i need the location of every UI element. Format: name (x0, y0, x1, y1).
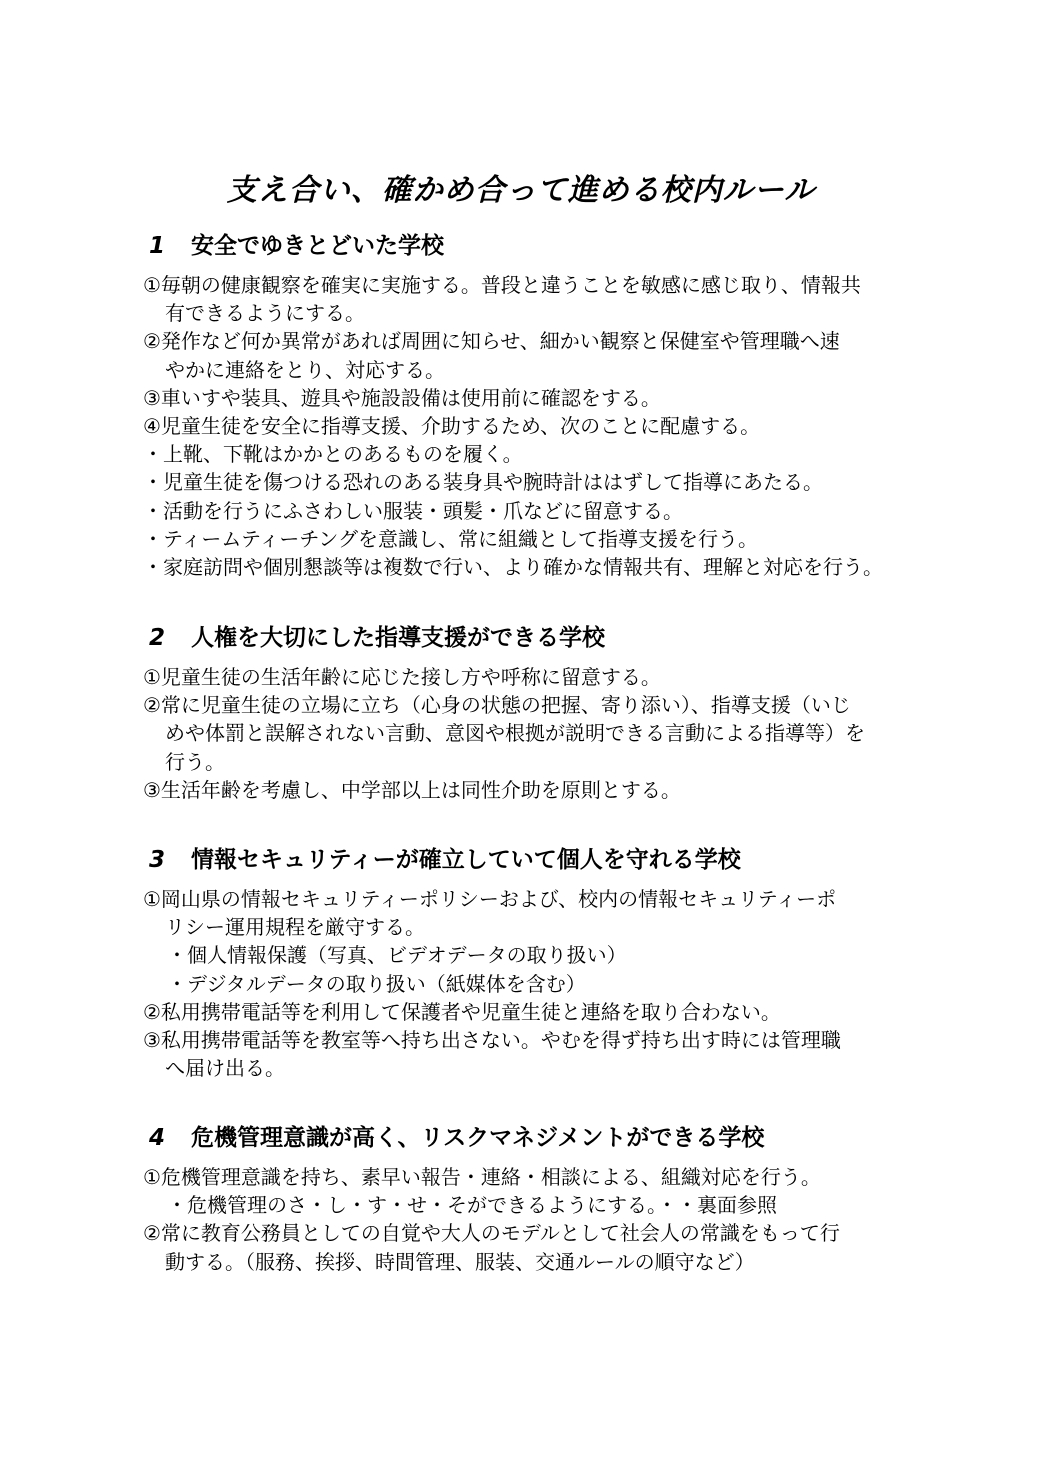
rule-item: ①岡山県の情報セキュリティーポリシーおよび、校内の情報セキュリティーポ (143, 887, 837, 911)
rule-item: ①毎朝の健康観察を確実に実施する。普段と違うことを敏感に感じ取り、情報共 (143, 273, 861, 297)
rule-item-continuation: 行う。 (165, 749, 225, 774)
document-title: 支え合い、確かめ合って進める校内ルール (226, 173, 816, 208)
bullet-item: ・活動を行うにふさわしい服装・頭髪・爪などに留意する。 (143, 498, 683, 523)
section-title: 危機管理意識が高く、リスクマネジメントができる学校 (191, 1125, 765, 1151)
rule-item: ②私用携帯電話等を利用して保護者や児童生徒と連絡を取り合わない。 (143, 999, 781, 1024)
bullet-item: ・上靴、下靴はかかとのあるものを履く。 (143, 442, 523, 467)
rule-item: ①児童生徒の生活年齢に応じた接し方や呼称に留意する。 (143, 665, 661, 689)
rule-item-continuation: リシー運用規程を厳守する。 (165, 915, 425, 940)
section-title: 安全でゆきとどいた学校 (191, 233, 444, 259)
section-number: 2 (149, 625, 166, 651)
section-heading (143, 1121, 913, 1155)
section-heading (143, 843, 913, 877)
section-2 (143, 621, 913, 804)
rule-item: ②発作など何か異常があれば周囲に知らせ、細かい観察と保健室や管理職へ速 (143, 329, 840, 354)
section-1 (143, 229, 913, 581)
rule-item: ②常に児童生徒の立場に立ち（心身の状態の把握、寄り添い）、指導支援（いじ (143, 693, 851, 718)
section-heading (143, 229, 913, 263)
rule-item-continuation: めや体罰と誤解されない言動、意図や根拠が説明できる言動による指導等）を (165, 721, 865, 746)
bullet-item: ・デジタルデータの取り扱い（紙媒体を含む） (167, 971, 586, 996)
bullet-item: ・ティームティーチングを意識し、常に組織として指導支援を行う。 (143, 526, 758, 551)
section-heading (143, 621, 913, 655)
rule-item: ④児童生徒を安全に指導支援、介助するため、次のことに配慮する。 (143, 414, 761, 439)
section-number: 4 (149, 1125, 166, 1151)
bullet-item: ・児童生徒を傷つける恐れのある装身具や腕時計ははずして指導にあたる。 (143, 470, 823, 495)
rule-item: ②常に教育公務員としての自覚や大人のモデルとして社会人の常識をもって行 (143, 1221, 840, 1246)
section-title: 人権を大切にした指導支援ができる学校 (191, 625, 605, 651)
section-number: 3 (149, 847, 166, 873)
section-title: 情報セキュリティーが確立していて個人を守れる学校 (191, 847, 741, 873)
bullet-item: ・家庭訪問や個別懇談等は複数で行い、より確かな情報共有、理解と対応を行う。 (143, 555, 883, 580)
rule-item: ③私用携帯電話等を教室等へ持ち出さない。やむを得ず持ち出す時には管理職 (143, 1028, 841, 1053)
section-3 (143, 843, 913, 1082)
rule-item-continuation: 動する。（服務、挨拶、時間管理、服装、交通ルールの順守など） (165, 1249, 755, 1274)
rule-item: ①危機管理意識を持ち、素早い報告・連絡・相談による、組織対応を行う。 (143, 1165, 821, 1189)
bullet-item: ・危機管理のさ・し・す・せ・そができるようにする。・・裏面参照 (167, 1193, 777, 1218)
rule-item-continuation: やかに連絡をとり、対応する。 (165, 357, 445, 382)
rule-item: ③生活年齢を考慮し、中学部以上は同性介助を原則とする。 (143, 777, 681, 802)
rule-item: ③車いすや装具、遊具や施設設備は使用前に確認をする。 (143, 385, 661, 410)
rule-item-continuation: へ届け出る。 (165, 1056, 285, 1081)
rule-item-continuation: 有できるようにする。 (165, 301, 365, 326)
section-4 (143, 1121, 913, 1276)
bullet-item: ・個人情報保護（写真、ビデオデータの取り扱い） (167, 943, 627, 968)
section-number: 1 (149, 233, 166, 259)
